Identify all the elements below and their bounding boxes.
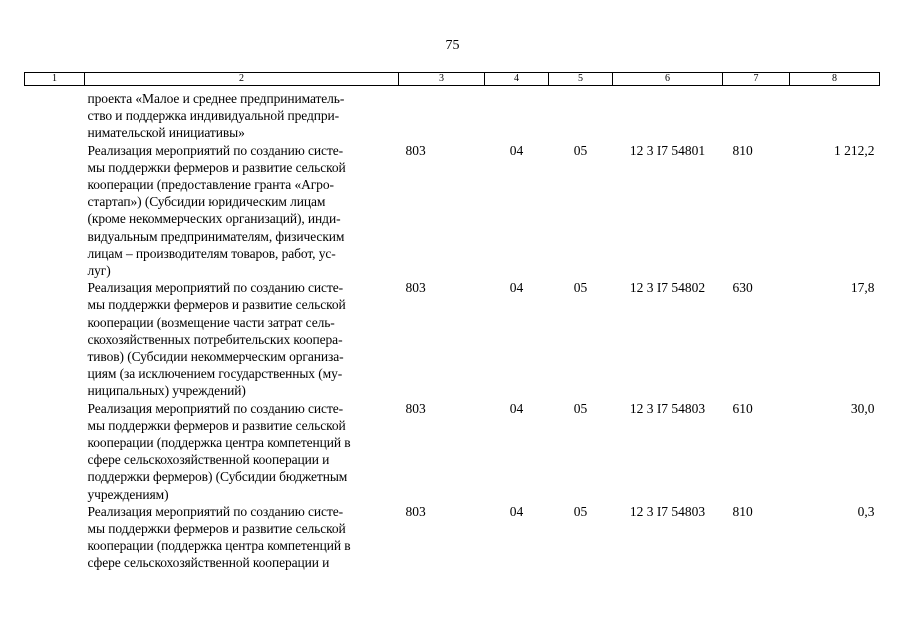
subsection-code-cell: 05: [573, 142, 588, 158]
description-line: кооперации (возмещение части затрат сель-: [87, 314, 335, 330]
ministry-code-cell: 803: [405, 400, 426, 416]
expense-type-cell: 630: [732, 280, 753, 296]
description-line: кооперации (поддержка центра компетенций в: [87, 538, 351, 554]
subsection-code-cell: [549, 86, 613, 142]
column-number-1: 1: [25, 73, 85, 86]
column-number-5: 5: [549, 73, 613, 86]
description-line: луг): [87, 263, 111, 279]
description-line: ство и поддержка индивидуальной предпри-: [87, 108, 340, 124]
description-cell: [85, 503, 399, 572]
description-line: мы поддержки фермеров и развитие сельской: [87, 159, 346, 175]
amount-cell: 17,8: [850, 280, 875, 296]
row-number-cell: [25, 400, 85, 503]
column-number-4: 4: [485, 73, 549, 86]
description-line: (кроме некоммерческих организаций), инди-: [87, 211, 341, 227]
description-line: лицам – производителям товаров, работ, ус-: [87, 245, 336, 261]
ministry-code-cell: 803: [405, 503, 426, 519]
description-line: сфере сельскохозяйственной кооперации и: [87, 452, 330, 468]
expense-type-cell: [723, 86, 790, 142]
target-article-cell: 12 3 I7 54802: [629, 280, 706, 296]
description-line: тивов) (Субсидии некоммерческим организа-: [87, 349, 344, 365]
ministry-code-cell: 803: [405, 142, 426, 158]
description-cell: [85, 86, 399, 142]
column-number-8: 8: [790, 73, 880, 86]
description-line: мы поддержки фермеров и развитие сельской: [87, 521, 346, 537]
description-line: стартап») (Субсидии юридическим лицам: [87, 194, 326, 210]
target-article-cell: 12 3 I7 54801: [629, 142, 706, 158]
table-row: [25, 279, 880, 399]
description-line: Реализация мероприятий по созданию систе-: [87, 142, 344, 158]
description-line: учреждениям): [87, 486, 169, 502]
description-line: ниципальных) учреждений): [87, 383, 246, 399]
expense-type-cell: 610: [732, 400, 753, 416]
description-line: кооперации (предоставление гранта «Агро-: [87, 177, 334, 193]
amount-cell: 30,0: [850, 400, 875, 416]
subsection-code-cell: 05: [573, 503, 588, 519]
section-code-cell: 04: [509, 142, 524, 158]
target-article-cell: 12 3 I7 54803: [629, 400, 706, 416]
column-number-7: 7: [723, 73, 790, 86]
row-number-cell: [25, 142, 85, 280]
description-line: поддержки фермеров) (Субсидии бюджетным: [87, 469, 348, 485]
page-number: 75: [445, 38, 460, 53]
section-code-cell: [485, 86, 549, 142]
description-cell: [85, 142, 399, 280]
description-line: проекта «Малое и среднее предприниматель-: [87, 91, 345, 106]
table-row: [25, 400, 880, 503]
amount-cell: [790, 86, 880, 142]
amount-cell: 0,3: [857, 503, 875, 519]
subsection-code-cell: 05: [573, 400, 588, 416]
description-line: мы поддержки фермеров и развитие сельской: [87, 297, 346, 313]
description-line: кооперации (поддержка центра компетенций в: [87, 435, 351, 451]
target-article-cell: 12 3 I7 54803: [629, 503, 706, 519]
column-number-6: 6: [613, 73, 723, 86]
description-line: циям (за исключением государственных (му-: [87, 366, 343, 382]
budget-table: [24, 72, 880, 572]
column-number-3: 3: [399, 73, 485, 86]
table-row: [25, 503, 880, 572]
column-number-2: 2: [85, 73, 399, 86]
row-number-cell: [25, 86, 85, 142]
description-line: видуальным предпринимателям, физическим: [87, 228, 345, 244]
expense-type-cell: 810: [732, 503, 753, 519]
section-code-cell: 04: [509, 280, 524, 296]
target-article-cell: [613, 86, 723, 142]
description-line: Реализация мероприятий по созданию систе-: [87, 503, 344, 519]
table-row: [25, 142, 880, 280]
description-cell: [85, 400, 399, 503]
row-number-cell: [25, 279, 85, 399]
column-number-row: [25, 73, 880, 86]
table-row: [25, 86, 880, 142]
amount-cell: 1 212,2: [834, 142, 875, 158]
description-line: нимательской инициативы»: [87, 125, 245, 141]
description-line: мы поддержки фермеров и развитие сельской: [87, 417, 346, 433]
description-line: скохозяйственных потребительских коопера-: [87, 331, 343, 347]
description-line: Реализация мероприятий по созданию систе-: [87, 400, 344, 416]
ministry-code-cell: 803: [405, 280, 426, 296]
subsection-code-cell: 05: [573, 280, 588, 296]
row-number-cell: [25, 503, 85, 572]
expense-type-cell: 810: [732, 142, 753, 158]
description-line: сфере сельскохозяйственной кооперации и: [87, 555, 330, 571]
description-cell: [85, 279, 399, 399]
section-code-cell: 04: [509, 400, 524, 416]
ministry-code-cell: [399, 86, 485, 142]
section-code-cell: 04: [509, 503, 524, 519]
description-line: Реализация мероприятий по созданию систе-: [87, 280, 344, 296]
